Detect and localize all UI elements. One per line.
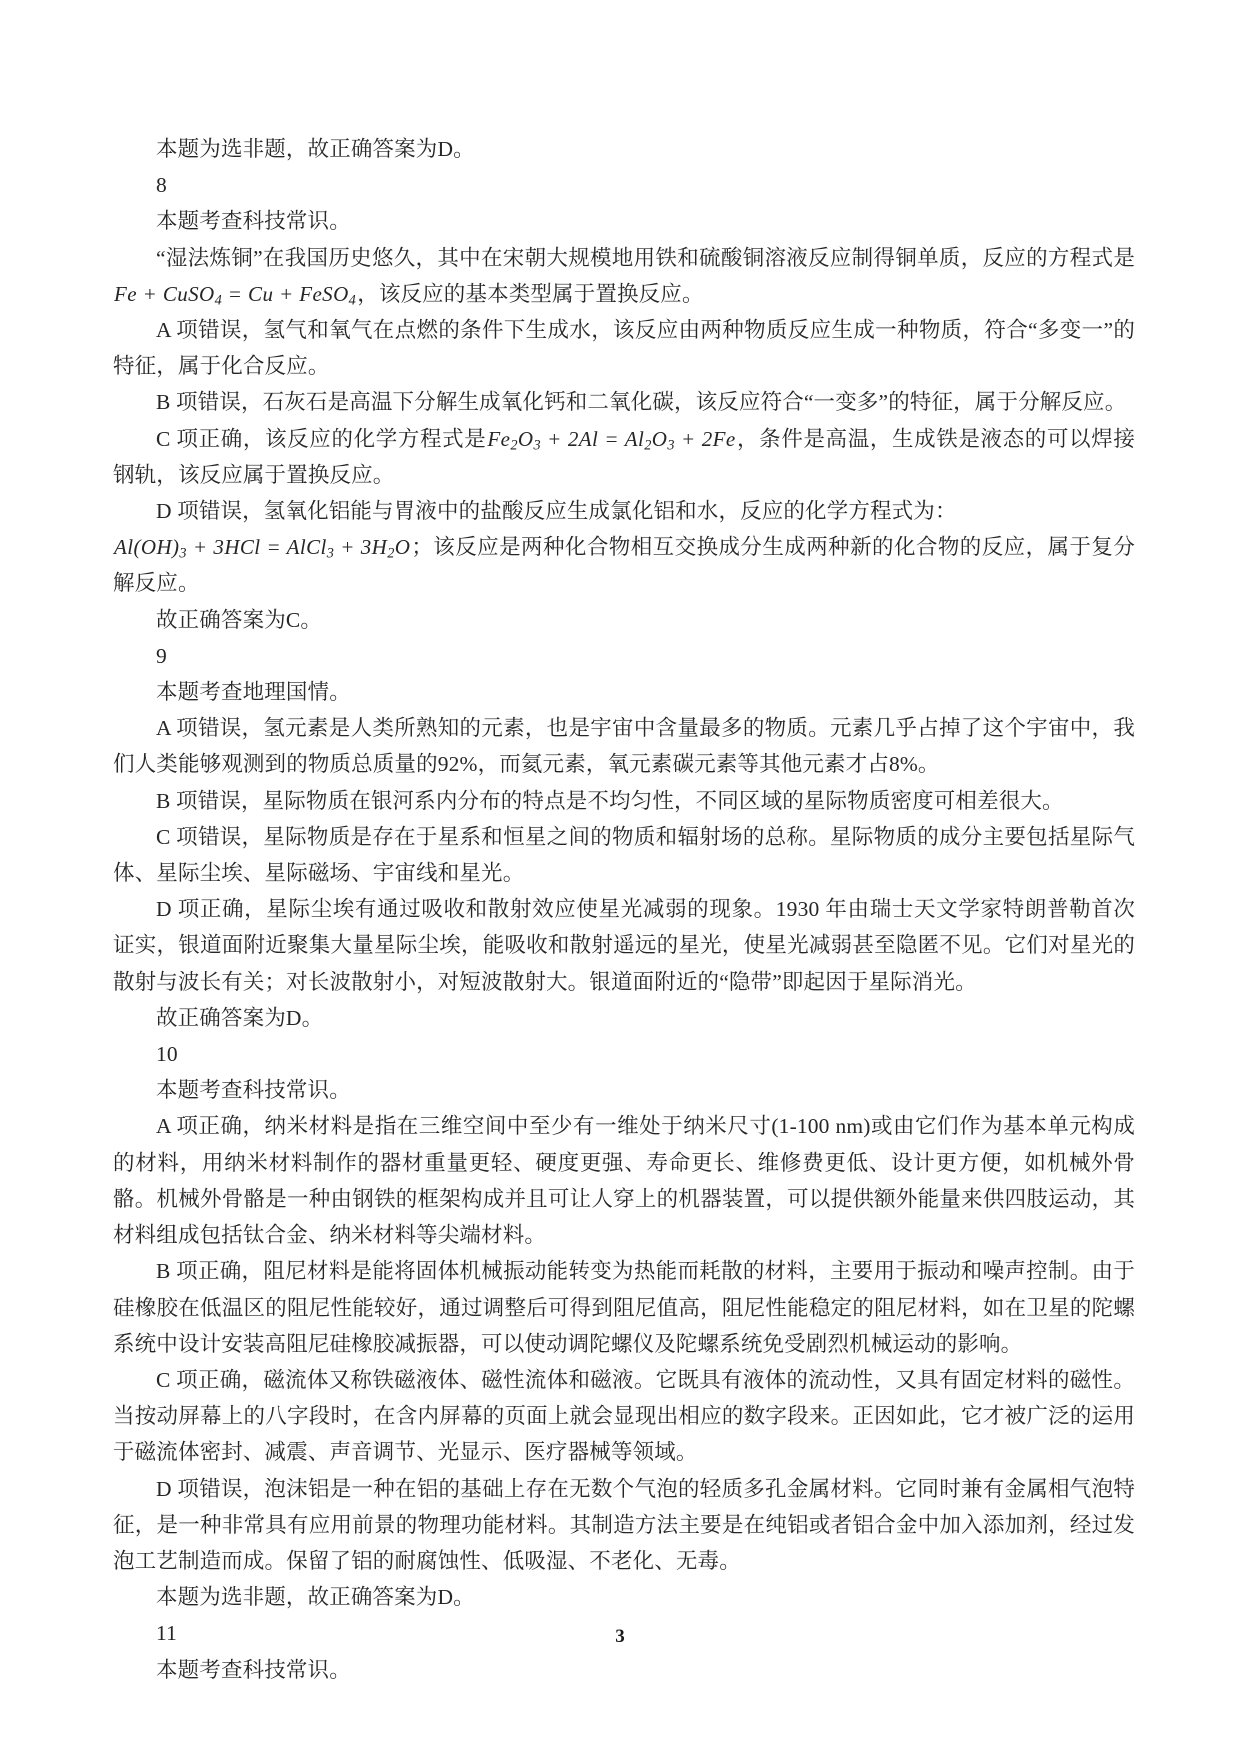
- paragraph-10-option-c: C 项正确，磁流体又称铁磁液体、磁性流体和磁液。它既具有液体的流动性，又具有固定材料的磁性。当按动屏幕上的八字段时，在含内屏幕的页面上就会显现出相应的数字段来。正因如此，它才被广泛的运用于磁流体密封、减震、声音调节、光显示、医疗器械等领域。: [113, 1367, 1135, 1465]
- paragraph-8-option-c-lead: C 项正确，该反应的化学方程式是: [156, 426, 487, 451]
- paragraph-10-option-a: A 项正确，纳米材料是指在三维空间中至少有一维处于纳米尺寸(1-100 nm)或由它们作为基本单元构成的材料，用纳米材料制作的器材重量更轻、硬度更强、寿命更长、维修费更低、设计更方便，如机械外骨骼。机械外骨骼是一种由钢铁的框架构成并且可让人穿上的机器装置，可以提供额外能量来供四肢运动，其材料组成包括钛合金、纳米材料等尖端材料。: [113, 1114, 1135, 1248]
- formula-aloh3-hcl: $Al(OH)_3 + 3HCl$ = AlCl$_3$ + $3H_2O$: [114, 535, 411, 562]
- paragraph-8-option-d: D 项错误，氢氧化铝能与胃液中的盐酸反应生成氯化铝和水，反应的化学方程式为：: [156, 499, 957, 524]
- paragraph-8-option-c: [113, 421, 1135, 493]
- paragraph-8-stem-lead: “湿法炼铜”在我国历史悠久，其中在宋朝大规模地用铁和硫酸铜溶液反应制得铜单质，反应的方程式是: [156, 245, 1135, 270]
- question-number-11: 11: [156, 1621, 178, 1646]
- paragraph-10-conclusion: 本题为选非题，故正确答案为D。: [156, 1585, 475, 1610]
- paragraph-9-option-a: A 项错误，氢元素是人类所熟知的元素，也是宇宙中含量最多的物质。元素几乎占掉了这个宇宙中，我们人类能够观测到的物质总质量的92%，而氦元素，氧元素碳元素等其他元素才占8%。: [113, 716, 1135, 777]
- page-number: 3: [615, 1626, 625, 1647]
- paragraph-8-option-c-tail: ，条件是高温，生成铁是液态的可以焊接钢轨，该反应属于置换反应。: [113, 426, 1135, 487]
- paragraph-8-option-d-equation: [113, 529, 1135, 601]
- paragraph-9-conclusion: 故正确答案为D。: [156, 1005, 324, 1030]
- paragraph-9-option-b: B 项错误，星际物质在银河系内分布的特点是不均匀性，不同区域的星际物质密度可相差很大。: [156, 788, 1064, 813]
- paragraph-topic-11: 本题考查科技常识。: [156, 1657, 351, 1682]
- question-number-10: 10: [156, 1042, 178, 1067]
- paragraph-8-stem-tail: ，该反应的基本类型属于置换反应。: [357, 281, 704, 306]
- paragraph-topic-10: 本题考查科技常识。: [156, 1078, 351, 1103]
- question-number-9: 9: [156, 643, 167, 668]
- paragraph-8-option-b: B 项错误，石灰石是高温下分解生成氧化钙和二氧化碳，该反应符合“一变多”的特征，属于分解反应。: [156, 390, 1127, 415]
- formula-thermite: $Fe_2O_3 + 2Al = Al_2O_3 + 2Fe$: [487, 426, 736, 454]
- paragraph-topic-9: 本题考查地理国情。: [156, 680, 351, 705]
- page-body-text: [113, 131, 1135, 1688]
- paragraph-answer-d: 本题为选非题，故正确答案为D。: [156, 137, 475, 161]
- paragraph-9-option-d: D 项正确，星际尘埃有通过吸收和散射效应使星光减弱的现象。1930 年由瑞士天文学家特朗普勒首次证实，银道面附近聚集大量星际尘埃，能吸收和散射遥远的星光，使星光减弱甚至隐匿不见。它们对星光的散射与波长有关；对长波散射小，对短波散射大。银道面附近的“隐带”即起因于星际消光。: [113, 897, 1135, 994]
- paragraph-8-option-a: A 项错误，氢气和氧气在点燃的条件下生成水，该反应由两种物质反应生成一种物质，符合“多变一”的特征，属于化合反应。: [113, 318, 1135, 379]
- paragraph-9-option-c: C 项错误，星际物质是存在于星系和恒星之间的物质和辐射场的总称。星际物质的成分主要包括星际气体、星际尘埃、星际磁场、宇宙线和星光。: [113, 824, 1135, 886]
- paragraph-10-option-d: D 项错误，泡沫铝是一种在铝的基础上存在无数个气泡的轻质多孔金属材料。它同时兼有金属相气泡特征，是一种非常具有应用前景的物理功能材料。其制造方法主要是在纯铝或者铝合金中加入添加剂，经过发泡工艺制造而成。保留了铝的耐腐蚀性、低吸湿、不老化、无毒。: [113, 1476, 1135, 1573]
- paragraph-8-stem: [113, 240, 1135, 312]
- paragraph-topic-8: 本题考查科技常识。: [156, 209, 351, 234]
- question-number-8: 8: [156, 173, 167, 198]
- paragraph-10-option-b: B 项正确，阻尼材料是能将固体机械振动能转变为热能而耗散的材料，主要用于振动和噪声控制。由于硅橡胶在低温区的阻尼性能较好，通过调整后可得到阻尼值高，阻尼性能稳定的阻尼材料，如在卫星的陀螺系统中设计安装高阻尼硅橡胶减振器，可以使动调陀螺仪及陀螺系统免受剧烈机械运动的影响。: [113, 1259, 1135, 1356]
- paragraph-8-option-d-equation-tail: ；该反应是两种化合物相互交换成分生成两种新的化合物的反应，属于复分解反应。: [113, 535, 1135, 596]
- formula-fe-cuso4: Fe + CuSO$_4$ = Cu + FeSO$_4$: [114, 281, 357, 309]
- paragraph-8-conclusion: 故正确答案为C。: [156, 607, 323, 632]
